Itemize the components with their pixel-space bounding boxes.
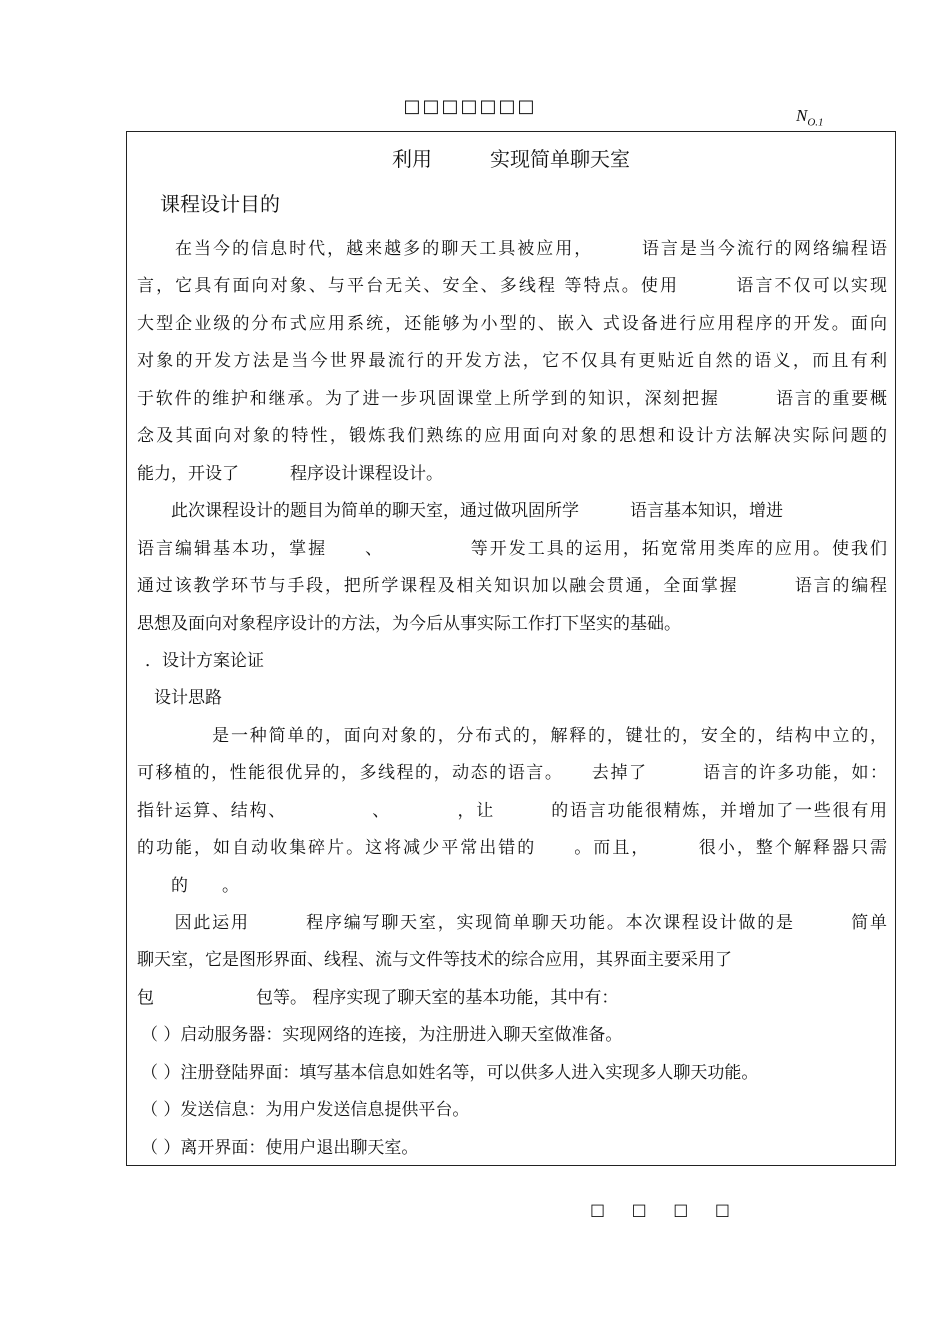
body-line: 于软件的维护和继承。为了进一步巩固课堂上所学到的知识，深刻把握 语言的重要概 (137, 389, 887, 409)
footer-char: □ (590, 1200, 606, 1219)
page-number-sub: O.1 (807, 116, 824, 129)
footer (590, 1200, 730, 1219)
list-item: （ ）发送信息：为用户发送信息提供平台。 (141, 1100, 470, 1120)
subsection-heading: 设计思路 (137, 688, 222, 708)
footer-char: □ (673, 1200, 689, 1219)
body-line: 语言编辑基本功，掌握 、 等开发工具的运用，拓宽常用类库的应用。使我们 (137, 539, 887, 559)
footer-char: □ (631, 1200, 647, 1219)
page-number-main: N (796, 106, 808, 125)
body-line: 思想及面向对象程序设计的方法，为今后从事实际工作打下坚实的基础。 (137, 614, 681, 634)
body-line: 大型企业级的分布式应用系统，还能够为小型的、嵌入 式设备进行应用程序的开发。面向 (137, 314, 887, 334)
header-title: □□□□□□□ (403, 96, 537, 117)
body-line: 念及其面向对象的特性，锻炼我们熟练的应用面向对象的思想和设计方法解决实际问题的 (137, 426, 887, 446)
section-heading: 课程设计目的 (160, 192, 280, 216)
body-line: 指针运算、结构、 、 ，让 的语言功能很精炼，并增加了一些很有用 (137, 801, 887, 821)
body-line: 的功能，如自动收集碎片。这将减少平常出错的 。而且， 很小，整个解释器只需 (137, 838, 887, 858)
body-line: 因此运用 程序编写聊天室，实现简单聊天功能。本次课程设计做的是 简单 (137, 913, 887, 933)
footer-char: □ (714, 1200, 730, 1219)
body-line: 的 。 (137, 876, 239, 896)
body-line: 可移植的，性能很优异的，多线程的，动态的语言。 去掉了 语言的许多功能，如： (137, 763, 887, 783)
body-line: 是一种简单的，面向对象的，分布式的，解释的，键壮的，安全的，结构中立的， (137, 726, 887, 746)
document-title-part2: 实现简单聊天室 (490, 147, 630, 171)
page-number (796, 106, 824, 128)
body-line: 包 包等。 程序实现了聊天室的基本功能，其中有： (137, 988, 619, 1008)
body-line: 通过该教学环节与手段，把所学课程及相关知识加以融会贯通，全面掌握 语言的编程 (137, 576, 887, 596)
body-line: 对象的开发方法是当今世界最流行的开发方法，它不仅具有更贴近自然的语义，而且有利 (137, 351, 887, 371)
document-title-part1: 利用 (392, 147, 432, 171)
list-item: （ ）注册登陆界面：填写基本信息如姓名等，可以供多人进入实现多人聊天功能。 (141, 1063, 759, 1083)
body-line: 此次课程设计的题目为简单的聊天室，通过做巩固所学 语言基本知识，增进 (137, 501, 834, 521)
body-line: 聊天室，它是图形界面、线程、流与文件等技术的综合应用，其界面主要采用了 (137, 950, 732, 970)
document-title (126, 143, 896, 172)
body-line: 能力，开设了 程序设计课程设计。 (137, 464, 443, 484)
body-line: 在当今的信息时代，越来越多的聊天工具被应用， 语言是当今流行的网络编程语 (137, 239, 887, 259)
subsection-heading: ．设计方案论证 (145, 651, 264, 671)
list-item: （ ）启动服务器：实现网络的连接，为注册进入聊天室做准备。 (141, 1025, 623, 1045)
body-line: 言，它具有面向对象、与平台无关、安全、多线程 等特点。使用 语言不仅可以实现 (137, 276, 887, 296)
list-item: （ ）离开界面：使用户退出聊天室。 (141, 1138, 419, 1158)
